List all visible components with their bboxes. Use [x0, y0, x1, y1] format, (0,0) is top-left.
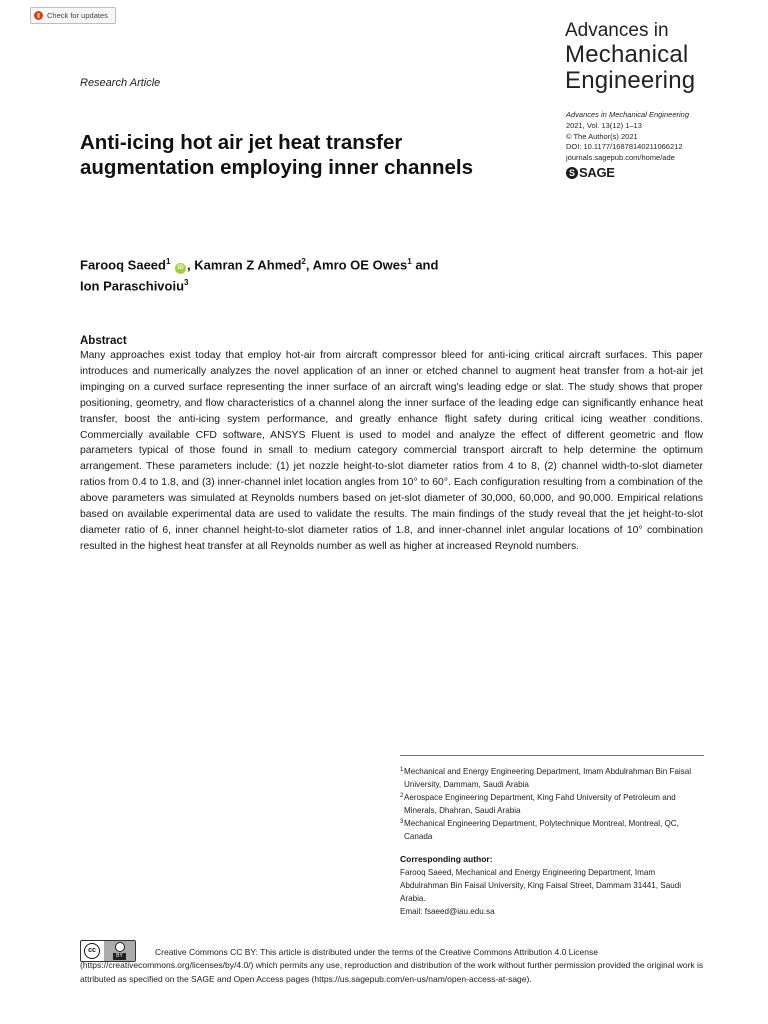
- update-icon: [34, 11, 43, 20]
- author-affil-sup: 1: [407, 257, 412, 266]
- author-name: , Kamran Z Ahmed: [187, 257, 302, 273]
- meta-copyright: © The Author(s) 2021: [566, 131, 638, 141]
- by-label: BY: [113, 953, 126, 960]
- author-name: Ion Paraschivoiu: [80, 278, 185, 294]
- license-text: Creative Commons CC BY: This article is distributed under the terms of the Creative Commons Attribution 4.0 License (https://creativecommons.org/licenses/by/4.0/) which permits any use, reproduction and distribution of the work without further permission provided the original work is attributed as specified on the SAGE and Open Access pages (https://us.sagepub.com/en-us/nam/open-access-at-sage).: [80, 947, 704, 984]
- check-for-updates-button[interactable]: [30, 7, 116, 24]
- author-name: Farooq Saeed: [80, 257, 166, 273]
- author-affil-sup: 3: [184, 278, 189, 288]
- meta-volume: 2021, Vol. 13(12) 1–13: [566, 120, 642, 130]
- affiliation-item: [400, 818, 705, 844]
- article-title: Anti-icing hot air jet heat transfer augmentation employing inner channels: [80, 131, 473, 179]
- journal-name-line2: Mechanical: [565, 41, 689, 68]
- journal-meta: [566, 110, 746, 164]
- affiliations: [400, 766, 705, 843]
- affiliation-item: [400, 766, 705, 792]
- affiliation-number: 1: [400, 767, 404, 773]
- article-type: Research Article: [80, 77, 161, 89]
- check-for-updates-label: Check for updates: [47, 11, 108, 20]
- corresponding-author: [400, 867, 705, 919]
- author-list: [80, 253, 540, 296]
- corresponding-author-heading: Corresponding author:: [400, 854, 493, 864]
- meta-doi[interactable]: DOI: 10.1177/16878140211066212: [566, 142, 683, 152]
- affiliation-text: Mechanical Engineering Department, Polytechnique Montreal, Montreal, QC, Canada: [404, 818, 679, 841]
- meta-url[interactable]: journals.sagepub.com/home/ade: [566, 153, 675, 163]
- author-conjunction: and: [411, 257, 439, 273]
- author-affil-sup: 2: [301, 257, 306, 266]
- orcid-icon[interactable]: iD: [175, 263, 186, 274]
- abstract-body: Many approaches exist today that employ hot-air from aircraft compressor bleed for anti-icing critical aircraft surfaces. This paper introduces and numerically analyzes the novel application of an inner or etched channel to augment heat transfer from a hot-air jet impinging on a curved surface representing the inner surface of an aircraft wing's leading edge or slat. The study shows that proper positioning, geometry, and flow characteristics of a channel along the inner surface of the leading edge can significantly enhance heat transfer, boost the anti-icing system performance, and greatly enhance flight safety during critical icing weather conditions. Commercially available CFD software, ANSYS Fluent is used to model and analyze the effect of different geometric and flow parameters typical of those found in small to medium category commercial transport aircraft to help determine the optimum arrangement. These parameters include: (1) jet nozzle height-to-slot diameter ratios from 4 to 8, (2) channel width-to-slot diameter ratios from 0.4 to 1.8, and (3) inner-channel inlet location angles from 10° to 60°. Each configuration resulting from a combination of the above parameters was simulated at Reynolds numbers based on jet-slot diameter of 30,000, 60,000, and 90,000. Empirical relations based on available experimental data are used to validate the results. The main findings of the study reveal that the jet height-to-slot diameter ratio of 6, inner channel height-to-slot diameter ratios of 1.8, and inner-channel inlet angular locations of 10° combination resulted in the highest heat transfer at all Reynolds number as well as higher at increased Reynold numbers.: [80, 350, 703, 552]
- journal-name-line3: Engineering: [565, 67, 696, 94]
- corresponding-author-details: Farooq Saeed, Mechanical and Energy Engineering Department, Imam Abdulrahman Bin Faisal University, King Faisal Street, Dammam 31441, Saudi Arabia.: [400, 868, 682, 903]
- affiliation-item: [400, 792, 705, 818]
- journal-name-line1: Advances in: [565, 20, 669, 41]
- affiliation-text: Mechanical and Energy Engineering Department, Imam Abdulrahman Bin Faisal University, Dammam, Saudi Arabia: [404, 767, 692, 789]
- footnote-divider: [400, 755, 704, 756]
- author-affil-sup: 1: [165, 257, 171, 266]
- sage-s-icon: S: [566, 167, 578, 179]
- journal-masthead: [565, 20, 745, 94]
- abstract-heading: Abstract: [80, 335, 127, 347]
- cc-icon: cc: [84, 943, 100, 959]
- author-name: , Amro OE Owes: [305, 257, 408, 273]
- affiliation-number: 3: [400, 818, 404, 825]
- sage-logo: [566, 165, 615, 180]
- affiliation-number: 2: [400, 792, 404, 799]
- affiliation-text: Aerospace Engineering Department, King Fahd University of Petroleum and Minerals, Dhahran, Saudi Arabia: [404, 792, 676, 815]
- corresponding-author-email[interactable]: Email: fsaeed@iau.edu.sa: [400, 906, 495, 916]
- meta-journal: Advances in Mechanical Engineering: [566, 110, 689, 119]
- sage-wordmark: SAGE: [579, 165, 615, 180]
